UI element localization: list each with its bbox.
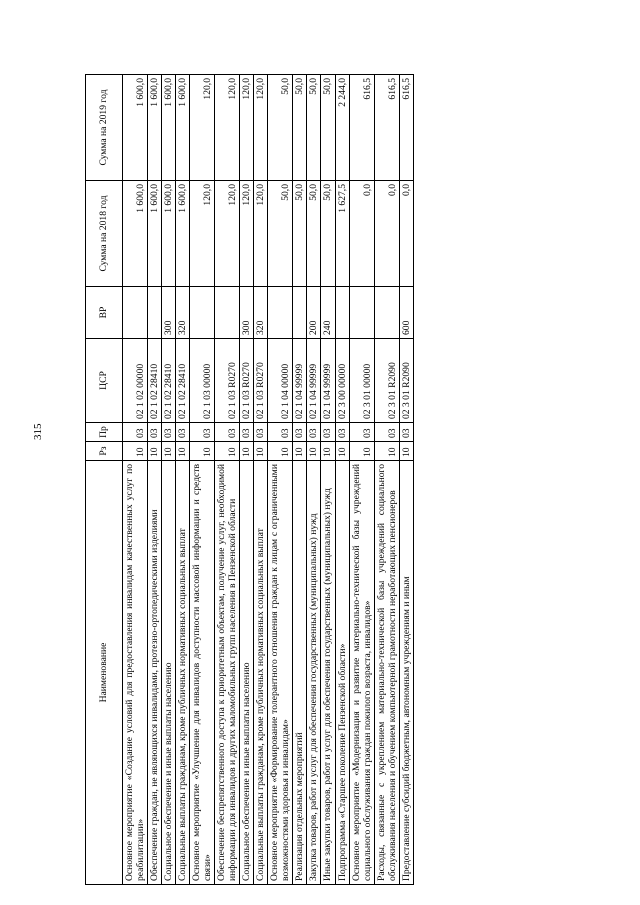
cell-pr: 03 [268,423,293,442]
header-vr: ВР [86,287,123,339]
cell-rz: 10 [254,442,268,461]
cell-sum-2019: 50,0 [268,75,293,181]
cell-csr: 02 1 03 R0270 [215,339,240,423]
header-rz: Рз [86,442,123,461]
cell-csr: 02 1 03 R0270 [240,339,254,423]
cell-name: Социальное обеспечение и иные выплаты населению [162,461,176,885]
cell-sum-2018: 1 600,0 [123,181,148,287]
cell-sum-2019: 1 600,0 [123,75,148,181]
cell-csr: 02 1 04 99999 [321,339,335,423]
cell-vr [335,287,349,339]
cell-rz: 10 [374,442,399,461]
cell-csr: 02 3 01 R2090 [374,339,399,423]
cell-csr: 02 1 04 99999 [307,339,321,423]
cell-sum-2019: 1 600,0 [176,75,190,181]
cell-rz: 10 [123,442,148,461]
table-row [162,75,176,885]
cell-pr: 03 [399,423,413,442]
cell-rz: 10 [335,442,349,461]
cell-pr: 03 [335,423,349,442]
table-row [123,75,148,885]
header-sum-2019: Сумма на 2019 год [86,75,123,181]
cell-csr: 02 1 03 R0270 [254,339,268,423]
cell-sum-2018: 1 600,0 [162,181,176,287]
cell-rz: 10 [321,442,335,461]
cell-sum-2018: 120,0 [215,181,240,287]
cell-vr [268,287,293,339]
cell-pr: 03 [254,423,268,442]
cell-name: Основное мероприятие «Улучшение для инвалидов доступности массовой информации и средств связи» [190,461,215,885]
cell-vr: 320 [176,287,190,339]
cell-sum-2019: 50,0 [307,75,321,181]
cell-sum-2018: 1 627,5 [335,181,349,287]
cell-sum-2019: 2 244,0 [335,75,349,181]
cell-pr: 03 [240,423,254,442]
cell-csr: 02 1 04 99999 [293,339,307,423]
table-row [254,75,268,885]
table-row [148,75,162,885]
cell-pr: 03 [176,423,190,442]
cell-vr: 320 [254,287,268,339]
cell-sum-2019: 1 600,0 [148,75,162,181]
cell-pr: 03 [374,423,399,442]
cell-csr: 02 1 03 00000 [190,339,215,423]
cell-name: Основное мероприятие «Формирование толерантного отношения граждан к лицам с ограниченными возможностями здоровья и инвалидам» [268,461,293,885]
cell-sum-2019: 120,0 [190,75,215,181]
header-csr: ЦСР [86,339,123,423]
cell-rz: 10 [190,442,215,461]
table-row [349,75,374,885]
table-body [123,75,414,885]
cell-vr [349,287,374,339]
cell-pr: 03 [148,423,162,442]
cell-sum-2018: 0,0 [349,181,374,287]
cell-csr: 02 3 00 00000 [335,339,349,423]
cell-name: Основное мероприятие «Модернизация и развитие материально-технической базы учреждений социального обслуживания граждан пожилого возраста, инвалидов» [349,461,374,885]
cell-name: Подпрограмма «Старшее поколение Пензенской области» [335,461,349,885]
cell-sum-2018: 1 600,0 [148,181,162,287]
table-row [399,75,413,885]
cell-csr: 02 1 02 00000 [123,339,148,423]
cell-pr: 03 [162,423,176,442]
cell-name: Иные закупки товаров, работ и услуг для обеспечения государственных (муниципальных) нужд [321,461,335,885]
header-sum-2018: Сумма на 2018 год [86,181,123,287]
cell-csr: 02 1 02 28410 [176,339,190,423]
table-row [321,75,335,885]
cell-sum-2019: 50,0 [293,75,307,181]
table-header-row [86,75,123,885]
table-row [307,75,321,885]
cell-pr: 03 [307,423,321,442]
cell-sum-2018: 120,0 [240,181,254,287]
cell-rz: 10 [399,442,413,461]
cell-name: Социальные выплаты гражданам, кроме публичных нормативных социальных выплат [176,461,190,885]
cell-sum-2019: 616,5 [399,75,413,181]
cell-sum-2019: 1 600,0 [162,75,176,181]
cell-rz: 10 [176,442,190,461]
cell-name: Обеспечение граждан, не являющихся инвалидами, протезно-ортопедическими изделиями [148,461,162,885]
table-row [268,75,293,885]
cell-name: Предоставление субсидий бюджетным, автономным учреждениям и иным [399,461,413,885]
cell-sum-2018: 1 600,0 [176,181,190,287]
cell-sum-2019: 120,0 [254,75,268,181]
cell-sum-2018: 0,0 [399,181,413,287]
cell-vr: 300 [162,287,176,339]
cell-rz: 10 [148,442,162,461]
table-row [215,75,240,885]
cell-vr: 200 [307,287,321,339]
cell-csr: 02 1 02 28410 [148,339,162,423]
cell-vr [374,287,399,339]
cell-pr: 03 [190,423,215,442]
cell-sum-2019: 616,5 [374,75,399,181]
table-row [176,75,190,885]
cell-sum-2019: 120,0 [215,75,240,181]
cell-rz: 10 [307,442,321,461]
rotated-page-content [85,75,555,885]
cell-rz: 10 [268,442,293,461]
cell-csr: 02 3 01 00000 [349,339,374,423]
cell-sum-2019: 616,5 [349,75,374,181]
cell-name: Социальное обеспечение и иные выплаты населению [240,461,254,885]
cell-pr: 03 [293,423,307,442]
cell-sum-2018: 0,0 [374,181,399,287]
cell-rz: 10 [293,442,307,461]
header-name: Наименование [86,461,123,885]
cell-pr: 03 [349,423,374,442]
table-row [374,75,399,885]
cell-sum-2018: 120,0 [190,181,215,287]
table-row [190,75,215,885]
cell-rz: 10 [215,442,240,461]
cell-name: Социальные выплаты гражданам, кроме публичных нормативных социальных выплат [254,461,268,885]
cell-vr: 240 [321,287,335,339]
cell-sum-2018: 120,0 [254,181,268,287]
cell-rz: 10 [240,442,254,461]
table-row [293,75,307,885]
cell-name: Закупка товаров, работ и услуг для обеспечения государственных (муниципальных) нужд [307,461,321,885]
cell-vr [190,287,215,339]
cell-pr: 03 [215,423,240,442]
cell-vr: 300 [240,287,254,339]
cell-name: Обеспечение беспрепятственного доступа к приоритетным объектам, получение услуг, необходимой информации для инвалидов и других маломобильных групп населения в Пензенской области [215,461,240,885]
cell-vr [123,287,148,339]
cell-pr: 03 [123,423,148,442]
cell-vr: 600 [399,287,413,339]
cell-sum-2019: 120,0 [240,75,254,181]
header-pr: Пр [86,423,123,442]
cell-vr [148,287,162,339]
cell-name: Реализация отдельных мероприятий [293,461,307,885]
page-number: 315 [32,423,44,440]
budget-table [85,74,414,885]
cell-sum-2018: 50,0 [321,181,335,287]
cell-name: Расходы, связанные с укреплением материально-технической базы учреждений социального обслуживания населения и обучением компьютерной грамотности неработающих пенсионеров [374,461,399,885]
cell-csr: 02 3 01 R2090 [399,339,413,423]
table-row [240,75,254,885]
cell-sum-2018: 50,0 [307,181,321,287]
cell-csr: 02 1 02 28410 [162,339,176,423]
cell-sum-2018: 50,0 [268,181,293,287]
cell-vr [215,287,240,339]
cell-sum-2018: 50,0 [293,181,307,287]
table-row [335,75,349,885]
cell-rz: 10 [162,442,176,461]
cell-csr: 02 1 04 00000 [268,339,293,423]
cell-pr: 03 [321,423,335,442]
cell-rz: 10 [349,442,374,461]
cell-vr [293,287,307,339]
cell-name: Основное мероприятие «Создание условий для предоставления инвалидам качественных услуг по реабилитации» [123,461,148,885]
cell-sum-2019: 50,0 [321,75,335,181]
